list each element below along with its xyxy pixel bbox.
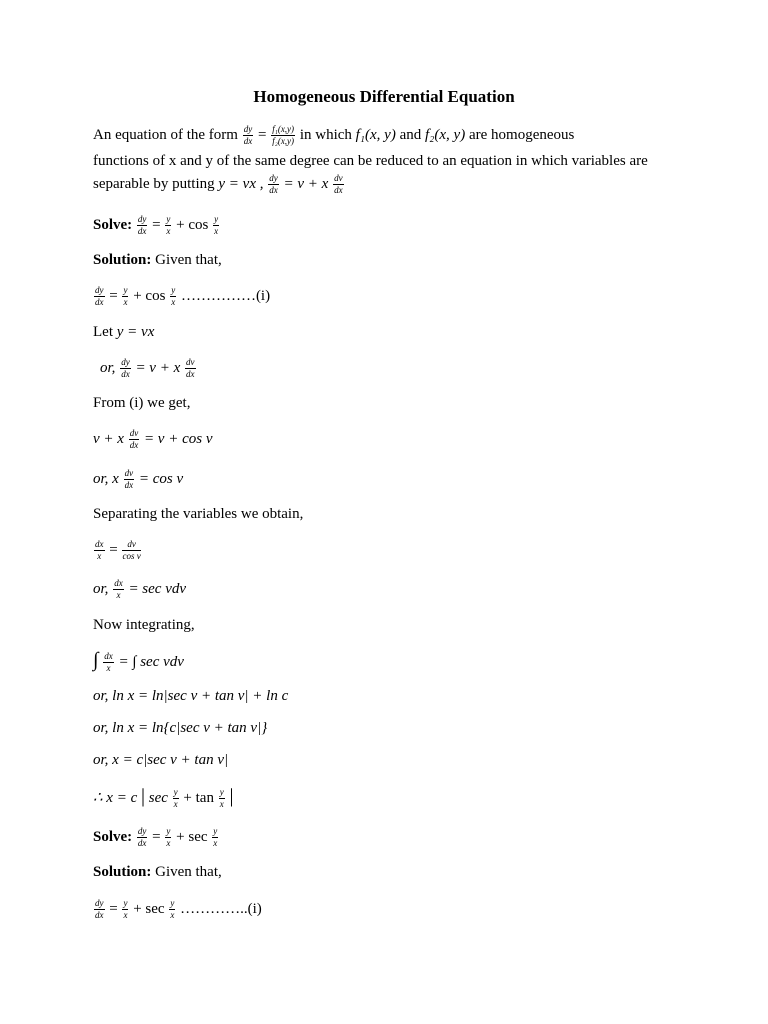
integral-eq: ∫ $\frac{dx}{x}$ = ∫ sec vdv	[93, 649, 184, 674]
or-line-5: or, ln x = ln{c|sec v + tan v|}	[93, 720, 268, 736]
intro-line-1: An equation of the form $\frac{dy}{dx}$ = $\frac{\text{f₁(x,y)}}{\text{f₂(x,y)}}$ in which f₁(x, y) and f₂(x, y) are homogeneous	[93, 124, 575, 146]
separating-line: Separating the variables we obtain,	[93, 506, 304, 522]
or-line-6: or, x = c|sec v + tan v|	[93, 752, 229, 768]
final-answer-1: ∴ x = c | sec $\frac{y}{x}$ + tan $\frac{y}{x}$ |	[93, 785, 234, 810]
equation-i: $\frac{dy}{dx}$ = $\frac{y}{x}$ + cos $\frac{y}{x}$ ……………(i)	[95, 285, 271, 307]
or-line-2: or, x $\frac{dv}{dx}$ = cos v	[93, 468, 184, 490]
or-line-1: or, $\frac{dy}{dx}$ = v + x $\frac{dv}{dx}$	[100, 357, 195, 379]
let-line: Let y = vx	[93, 324, 155, 340]
integrating-line: Now integrating,	[93, 617, 195, 633]
or-line-3: or, $\frac{dx}{x}$ = sec vdv	[93, 578, 187, 600]
page-title: Homogeneous Differential Equation	[253, 87, 515, 106]
solution-2-heading: Solution: Given that,	[93, 864, 222, 880]
solve-2-heading: Solve: $\frac{dy}{dx}$ = $\frac{y}{x}$ + sec $\frac{y}{x}$	[93, 826, 218, 848]
or-line-4: or, ln x = ln|sec v + tan v| + ln c	[93, 688, 289, 704]
intro-line-3: separable by putting y = vx , $\frac{dy}{dx}$ = v + x $\frac{dv}{dx}$	[93, 173, 343, 195]
eq-a: v + x $\frac{dv}{dx}$ = v + cos v	[93, 428, 213, 450]
solve-1-heading: Solve: $\frac{dy}{dx}$ = $\frac{y}{x}$ + cos $\frac{y}{x}$	[93, 214, 219, 236]
from-line: From (i) we get,	[93, 395, 191, 411]
equation-i-2: $\frac{dy}{dx}$ = $\frac{y}{x}$ + sec $\frac{y}{x}$ …………..(i)	[95, 898, 262, 920]
solution-1-heading: Solution: Given that,	[93, 252, 222, 268]
f-ratio-fraction: $\frac{\text{f₁(x,y)}}{\text{f₂(x,y)}}$	[272, 124, 295, 146]
separated-eq: $\frac{dx}{x}$ = $\frac{dv}{\text{cos v}}$	[95, 539, 141, 561]
dydx-fraction: $\frac{dy}{dx}$	[243, 124, 253, 146]
intro-line-2: functions of x and y of the same degree can be reduced to an equation in which variables are	[93, 153, 648, 169]
